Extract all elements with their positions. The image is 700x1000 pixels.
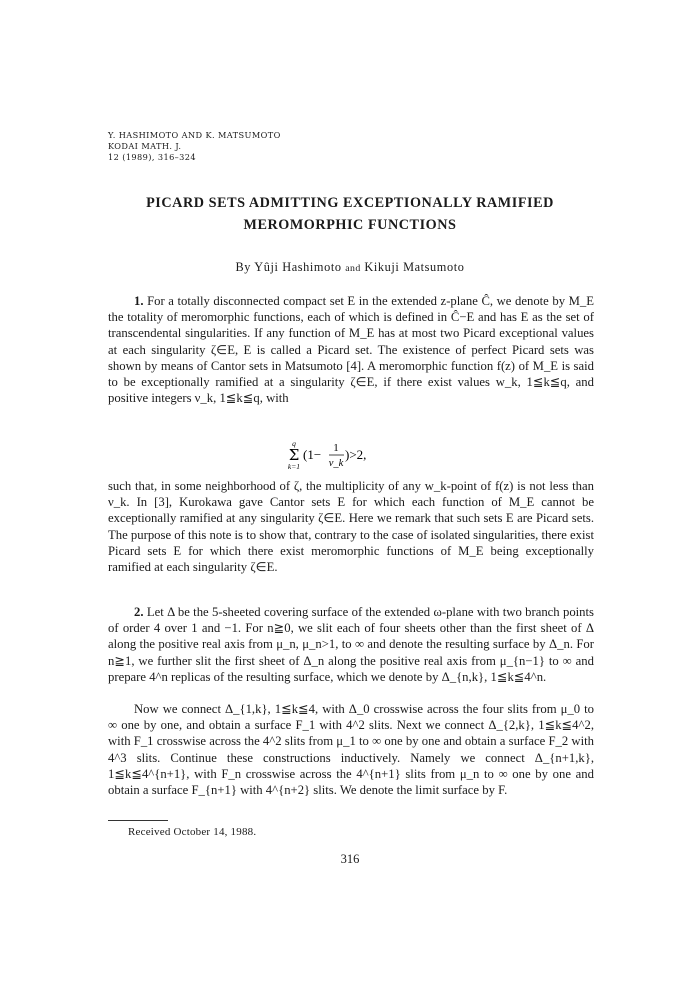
byline-prefix: By [235, 260, 252, 274]
section-1-paragraph-1 [108, 293, 594, 406]
title-line-2: MEROMORPHIC FUNCTIONS [243, 217, 457, 233]
formula-svg [0, 436, 700, 476]
section-1-paragraph-2 [108, 478, 594, 575]
header-citation: 12 (1989), 316–324 [108, 152, 196, 162]
title-line-1: PICARD SETS ADMITTING EXCEPTIONALLY RAMIFIED [146, 195, 554, 211]
fraction-numerator: 1 [333, 442, 339, 454]
sum-symbol: Σ [288, 446, 300, 464]
section-2-paragraph-2 [108, 701, 594, 798]
section-2-text-a: Let Δ be the 5-sheeted covering surface of the extended ω-plane with two branch points of order 4 over 1 and −1. For n≧0, we slit each of four sheets other than the first sheet of Δ along the positive real axis from μ_n, μ_n>1, to ∞ and denote the resulting surface by Δ_n. For n≧1, we further slit the first sheet of Δ_n along the positive real axis from μ_{n−1} to ∞ and prepare 4^n replicas of the resulting surface, which we denote by Δ_{n,k}, 1≦k≦4^n. [108, 605, 594, 684]
header-authors: Y. HASHIMOTO AND K. MATSUMOTO [108, 130, 281, 140]
section-2-paragraph-1 [108, 604, 594, 685]
section-2-number: 2. [134, 605, 144, 619]
author-1-first: Yûji [254, 260, 279, 274]
ramification-formula [0, 436, 700, 474]
footnote-rule [108, 820, 168, 821]
byline [0, 260, 700, 275]
byline-and: and [345, 263, 361, 274]
author-2 [364, 260, 464, 274]
page-number: 316 [340, 852, 360, 866]
formula-close: )>2, [345, 447, 367, 462]
sum-upper-limit: q [292, 439, 296, 448]
author-1-last: Hashimoto [282, 260, 342, 274]
section-1-number: 1. [134, 294, 144, 308]
fraction-denominator: ν_k [328, 458, 344, 469]
author-1 [254, 260, 341, 274]
footnote-received: Received October 14, 1988. [128, 826, 257, 838]
section-1-text-b: such that, in some neighborhood of ζ, the multiplicity of any w_k-point of f(z) is not less than ν_k. In [3], Kurokawa gave Cantor sets E for which each function of M_E cannot be exceptionally ramified at any singularity ζ∈E. Here we remark that such sets E are Picard sets. The purpose of this note is to show that, contrary to the case of isolated singularities, there exist Picard sets E for which there exist meromorphic functions of M_E being exceptionally ramified at each singularity ζ∈E. [108, 479, 594, 575]
sum-lower-limit: k=1 [287, 462, 301, 471]
author-2-last: Matsumoto [403, 260, 465, 274]
header-journal: KODAI MATH. J. [108, 141, 182, 151]
author-2-first: Kikuji [364, 260, 400, 274]
section-2-text-b: Now we connect Δ_{1,k}, 1≦k≦4, with Δ_0 crosswise across the four slits from μ_0 to ∞ one by one, and obtain a surface F_1 with 4^2 slits. Next we connect Δ_{2,k}, 1≦k≦4^2, with F_1 crosswise across the 4^2 slits from μ_1 to ∞ one by one and obtain a surface F_2 with 4^3 slits. Continue these constructions inductively. Namely we connect Δ_{n+1,k}, 1≦k≦4^{n+1}, with F_n crosswise across the 4^{n+1} slits from μ_n to ∞ one by one and obtain a surface F_{n+1} with 4^{n+2} slits. We denote the limit surface by F. [108, 702, 594, 798]
section-1-text-a: For a totally disconnected compact set E in the extended z-plane Ĉ, we denote by M_E the totality of meromorphic functions, each of which is defined in Ĉ−E and has E as the set of transcendental singularities. If any function of M_E has at most two Picard exceptional values at each singularity ζ∈E, E is called a Picard set. The existence of perfect Picard sets was shown by means of Cantor sets in Matsumoto [4]. A meromorphic function f(z) of M_E is said to be exceptionally ramified at a singularity ζ∈E, if there exist values w_k, 1≦k≦q, and positive integers ν_k, 1≦k≦q, with [108, 294, 594, 406]
formula-open: (1− [303, 447, 322, 462]
